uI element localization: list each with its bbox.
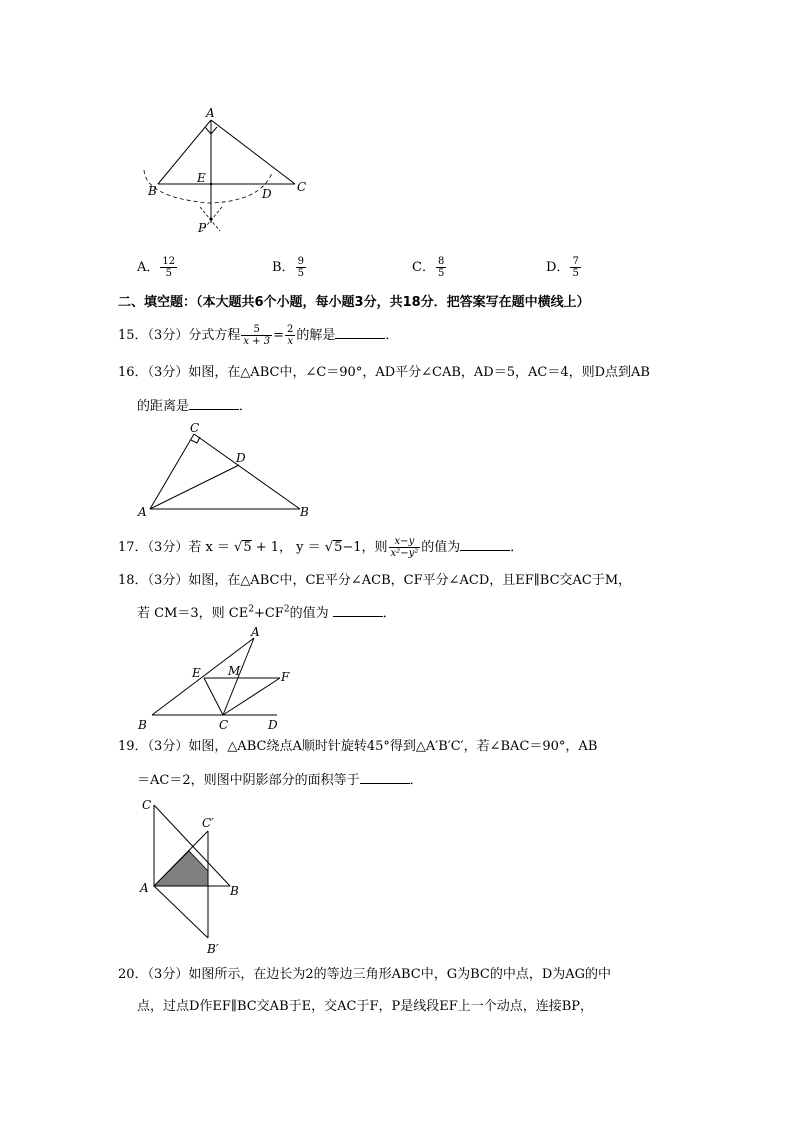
label-B: B (148, 184, 157, 198)
figure-q14 (130, 103, 320, 238)
label-C: C (297, 180, 307, 194)
label-B: B (230, 884, 239, 898)
answer-blank (333, 604, 383, 617)
label-B-prime: B′ (207, 942, 219, 956)
label-M: M (228, 664, 241, 678)
label-B: B (300, 505, 309, 519)
question-16-line1: 16．（3分）如图，在△ABC中，∠C＝90°，AD平分∠CAB，AD＝5，AC＝4，则D点到AB (118, 365, 650, 380)
label-P: P (198, 221, 207, 235)
figure-q18 (130, 625, 300, 735)
question-18-line1: 18．（3分）如图，在△ABC中，CE平分∠ACB，CF平分∠ACD，且EF∥BC交AC于M， (118, 573, 632, 588)
label-D: D (236, 451, 246, 465)
label-C: C (219, 718, 229, 732)
label-E: E (197, 171, 206, 185)
question-20-line1: 20．（3分）如图所示，在边长为2的等边三角形ABC中，G为BC的中点，D为AG的中 (118, 967, 612, 982)
question-17: 17．（3分）若 x ＝ √5 + 1， y ＝ √5−1，则 $\frac{x-y}{\text{x²−y²}}$ 的值为 ． (118, 536, 524, 559)
option-c: C． $\frac{8}{5}$ (412, 256, 445, 279)
answer-blank (335, 326, 385, 339)
answer-blank (360, 771, 410, 784)
figure-q16 (130, 420, 320, 520)
figure-q19 (130, 795, 260, 960)
question-15: 15．（3分）分式方程 $\frac{5}{x + 3}$ = $\frac{2}{x}$ 的解是 ． (118, 324, 399, 347)
label-D: D (262, 187, 272, 201)
label-F: F (281, 670, 290, 684)
label-D: D (268, 718, 278, 732)
label-C-prime: C′ (202, 816, 214, 830)
question-19-line2: ＝AC＝2，则图中阴影部分的面积等于 ． (137, 773, 423, 788)
label-A: A (138, 505, 147, 519)
option-d: D． $\frac{7}{5}$ (546, 256, 579, 279)
shaded-region (154, 851, 208, 886)
label-E: E (192, 666, 201, 680)
label-A: A (140, 881, 149, 895)
label-C: C (142, 798, 152, 812)
label-A: A (206, 106, 215, 120)
section-heading: 二、填空题：（本大题共6个小题，每小题3分，共18分．把答案写在题中横线上） (118, 295, 590, 310)
question-19-line1: 19．（3分）如图，△ABC绕点A顺时针旋转45°得到△A′B′C′，若∠BAC＝90°，AB (118, 739, 598, 754)
label-C: C (190, 421, 200, 435)
question-16-line2: 的距离是 ． (137, 399, 253, 414)
question-20-line2: 点，过点D作EF∥BC交AB于E，交AC于F，P是线段EF上一个动点，连接BP， (137, 999, 594, 1014)
answer-blank (460, 538, 510, 551)
answer-blank (189, 397, 239, 410)
label-B: B (138, 718, 147, 732)
option-b: B． $\frac{9}{5}$ (272, 256, 304, 279)
question-18-line2: 若 CM＝3，则 $CE^2+CF^2$的值为 ． (137, 604, 396, 621)
label-A: A (251, 625, 260, 639)
option-a: A． $\frac{12}{5}$ (137, 256, 176, 279)
